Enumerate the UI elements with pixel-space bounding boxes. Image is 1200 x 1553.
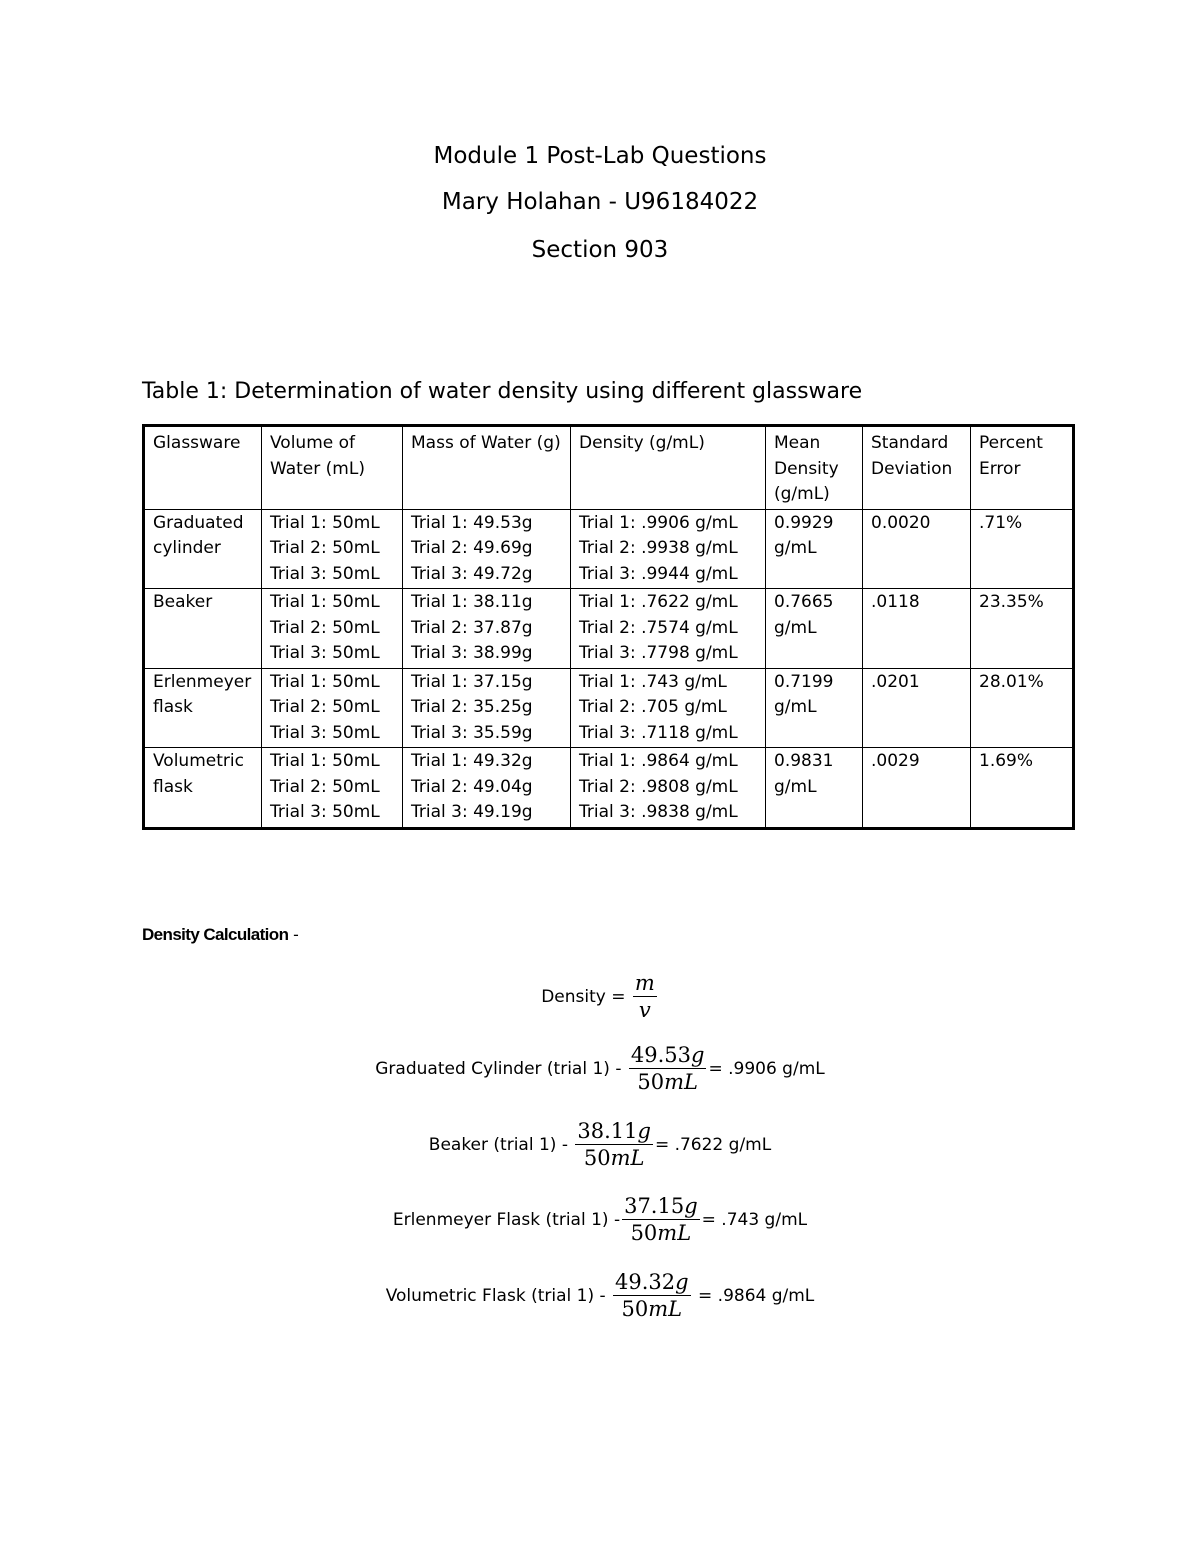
- trial-value: Trial 2: 50mL: [270, 538, 380, 558]
- example-label: Erlenmeyer Flask (trial 1) -: [392, 1209, 621, 1230]
- glassware-cell: Erlenmeyer flask: [144, 668, 262, 748]
- density-cell: [571, 668, 766, 748]
- volume-cell: [262, 748, 403, 829]
- example-label: Graduated Cylinder (trial 1) -: [375, 1058, 627, 1079]
- heading-suffix: -: [288, 925, 299, 944]
- mean-density-cell: 0.9831 g/mL: [766, 748, 863, 829]
- denominator-unit: mL: [610, 1146, 645, 1170]
- trial-value: Trial 1: .9906 g/mL: [579, 512, 738, 533]
- column-header: Volume of Water (mL): [262, 426, 403, 510]
- fraction-numerator: m: [634, 971, 655, 995]
- trial-value: Trial 2: 50mL: [270, 617, 380, 638]
- numerator-unit: g: [684, 1194, 698, 1218]
- trial-value: Trial 2: .9938 g/mL: [579, 538, 738, 558]
- numerator-unit: g: [637, 1119, 651, 1143]
- column-header: Standard Deviation: [863, 426, 971, 510]
- example-result: = .9864 g/mL: [692, 1285, 815, 1306]
- density-cell: [571, 589, 766, 669]
- glassware-cell: Beaker: [144, 589, 262, 669]
- example-result: = .9906 g/mL: [708, 1058, 825, 1079]
- trial-value: Trial 1: 50mL: [270, 671, 380, 692]
- trial-value: Trial 3: 50mL: [270, 643, 380, 663]
- percent-error-cell: 1.69%: [971, 748, 1074, 829]
- denominator-value: 50: [621, 1297, 649, 1321]
- calculation-example: [0, 1193, 1200, 1246]
- trial-value: Trial 2: 35.25g: [411, 697, 533, 717]
- glassware-cell: Graduated cylinder: [144, 509, 262, 589]
- example-fraction: [575, 1118, 653, 1171]
- std-deviation-cell: .0029: [863, 748, 971, 829]
- mass-cell: [403, 509, 571, 589]
- fraction-denominator: [582, 1145, 647, 1171]
- fraction-numerator: [575, 1118, 653, 1145]
- table-row: [144, 509, 1074, 589]
- column-header: Percent Error: [971, 426, 1074, 510]
- calculation-example: [0, 1042, 1200, 1095]
- numerator-value: 37.15: [624, 1194, 685, 1218]
- numerator-value: 49.32: [615, 1270, 676, 1294]
- trial-value: Trial 1: 38.11g: [411, 592, 533, 612]
- example-label: Volumetric Flask (trial 1) -: [385, 1285, 612, 1306]
- trial-value: Trial 3: 35.59g: [411, 722, 533, 743]
- trial-value: Trial 2: 49.69g: [411, 538, 533, 558]
- column-header: Glassware: [144, 426, 262, 510]
- trial-value: Trial 2: 50mL: [270, 776, 380, 797]
- fraction-denominator: [629, 1220, 694, 1246]
- trial-value: Trial 3: 50mL: [270, 563, 380, 584]
- std-deviation-cell: .0118: [863, 589, 971, 669]
- formula-label: Density =: [541, 986, 631, 1007]
- trial-value: Trial 1: 49.53g: [411, 512, 533, 533]
- trial-value: Trial 2: .7574 g/mL: [579, 617, 738, 638]
- trial-value: Trial 2: 49.04g: [411, 776, 533, 797]
- density-table: [142, 424, 1075, 830]
- trial-value: Trial 1: 50mL: [270, 512, 380, 533]
- density-calculation-heading: [142, 923, 299, 947]
- column-header: Density (g/mL): [571, 426, 766, 510]
- mean-density-cell: 0.7199 g/mL: [766, 668, 863, 748]
- density-cell: [571, 509, 766, 589]
- trial-value: Trial 2: .705 g/mL: [579, 697, 727, 717]
- denominator-value: 50: [637, 1070, 665, 1094]
- trial-value: Trial 1: 37.15g: [411, 671, 533, 692]
- fraction-denominator: [620, 1296, 685, 1322]
- fraction-numerator: [622, 1193, 700, 1220]
- heading-text: Density Calculation: [142, 925, 289, 944]
- column-header: Mass of Water (g): [403, 426, 571, 510]
- trial-value: Trial 1: .7622 g/mL: [579, 592, 738, 612]
- trial-value: Trial 2: .9808 g/mL: [579, 776, 738, 797]
- trial-value: Trial 3: .9838 g/mL: [579, 802, 738, 822]
- glassware-cell: Volumetric flask: [144, 748, 262, 829]
- percent-error-cell: 23.35%: [971, 589, 1074, 669]
- denominator-unit: mL: [657, 1221, 692, 1245]
- table-header-row: [144, 426, 1074, 510]
- numerator-unit: g: [691, 1043, 705, 1067]
- trial-value: Trial 3: .9944 g/mL: [579, 563, 738, 584]
- trial-value: Trial 3: .7118 g/mL: [579, 722, 738, 743]
- mass-cell: [403, 589, 571, 669]
- mean-density-cell: 0.7665 g/mL: [766, 589, 863, 669]
- mass-cell: [403, 748, 571, 829]
- percent-error-cell: 28.01%: [971, 668, 1074, 748]
- numerator-unit: g: [675, 1270, 689, 1294]
- table-row: [144, 748, 1074, 829]
- section-number: Section 903: [531, 237, 669, 263]
- example-fraction: [613, 1269, 691, 1322]
- trial-value: Trial 3: 49.72g: [411, 563, 533, 584]
- calculation-example: [0, 1118, 1200, 1171]
- volume-cell: [262, 509, 403, 589]
- mean-density-cell: 0.9929 g/mL: [766, 509, 863, 589]
- std-deviation-cell: .0201: [863, 668, 971, 748]
- trial-value: Trial 1: .9864 g/mL: [579, 751, 738, 771]
- mass-cell: [403, 668, 571, 748]
- trial-value: Trial 3: .7798 g/mL: [579, 643, 738, 663]
- numerator-value: 49.53: [630, 1043, 691, 1067]
- table-row: [144, 668, 1074, 748]
- fraction-numerator: [629, 1042, 707, 1069]
- trial-value: Trial 1: 50mL: [270, 592, 380, 612]
- fraction-denominator: v: [638, 998, 651, 1022]
- density-cell: [571, 748, 766, 829]
- density-formula: [0, 970, 1200, 1023]
- denominator-unit: mL: [664, 1070, 698, 1094]
- trial-value: Trial 3: 50mL: [270, 722, 380, 743]
- trial-value: Trial 2: 37.87g: [411, 617, 533, 638]
- trial-value: Trial 3: 50mL: [270, 802, 380, 822]
- trial-value: Trial 1: .743 g/mL: [579, 671, 727, 692]
- example-label: Beaker (trial 1) -: [428, 1134, 574, 1155]
- volume-cell: [262, 668, 403, 748]
- trial-value: Trial 3: 49.19g: [411, 802, 533, 822]
- std-deviation-cell: 0.0020: [863, 509, 971, 589]
- calculation-example: [0, 1269, 1200, 1322]
- example-fraction: [622, 1193, 700, 1246]
- column-header: Mean Density (g/mL): [766, 426, 863, 510]
- trial-value: Trial 1: 49.32g: [411, 751, 533, 771]
- fraction-denominator: [635, 1069, 700, 1095]
- trial-value: Trial 3: 38.99g: [411, 643, 533, 663]
- example-result: = .743 g/mL: [701, 1209, 808, 1230]
- example-result: = .7622 g/mL: [654, 1134, 772, 1155]
- table-row: [144, 589, 1074, 669]
- formula-fraction: [633, 970, 657, 1023]
- denominator-value: 50: [630, 1221, 658, 1245]
- denominator-value: 50: [583, 1146, 611, 1170]
- fraction-numerator: [613, 1269, 691, 1296]
- denominator-unit: mL: [648, 1297, 683, 1321]
- trial-value: Trial 2: 50mL: [270, 697, 380, 717]
- student-name-id: Mary Holahan - U96184022: [441, 189, 759, 215]
- percent-error-cell: .71%: [971, 509, 1074, 589]
- trial-value: Trial 1: 50mL: [270, 751, 380, 771]
- document-title: Module 1 Post-Lab Questions: [433, 143, 767, 169]
- example-fraction: [629, 1042, 707, 1095]
- table-caption: Table 1: Determination of water density using different glassware: [142, 379, 863, 404]
- numerator-value: 38.11: [577, 1119, 638, 1143]
- volume-cell: [262, 589, 403, 669]
